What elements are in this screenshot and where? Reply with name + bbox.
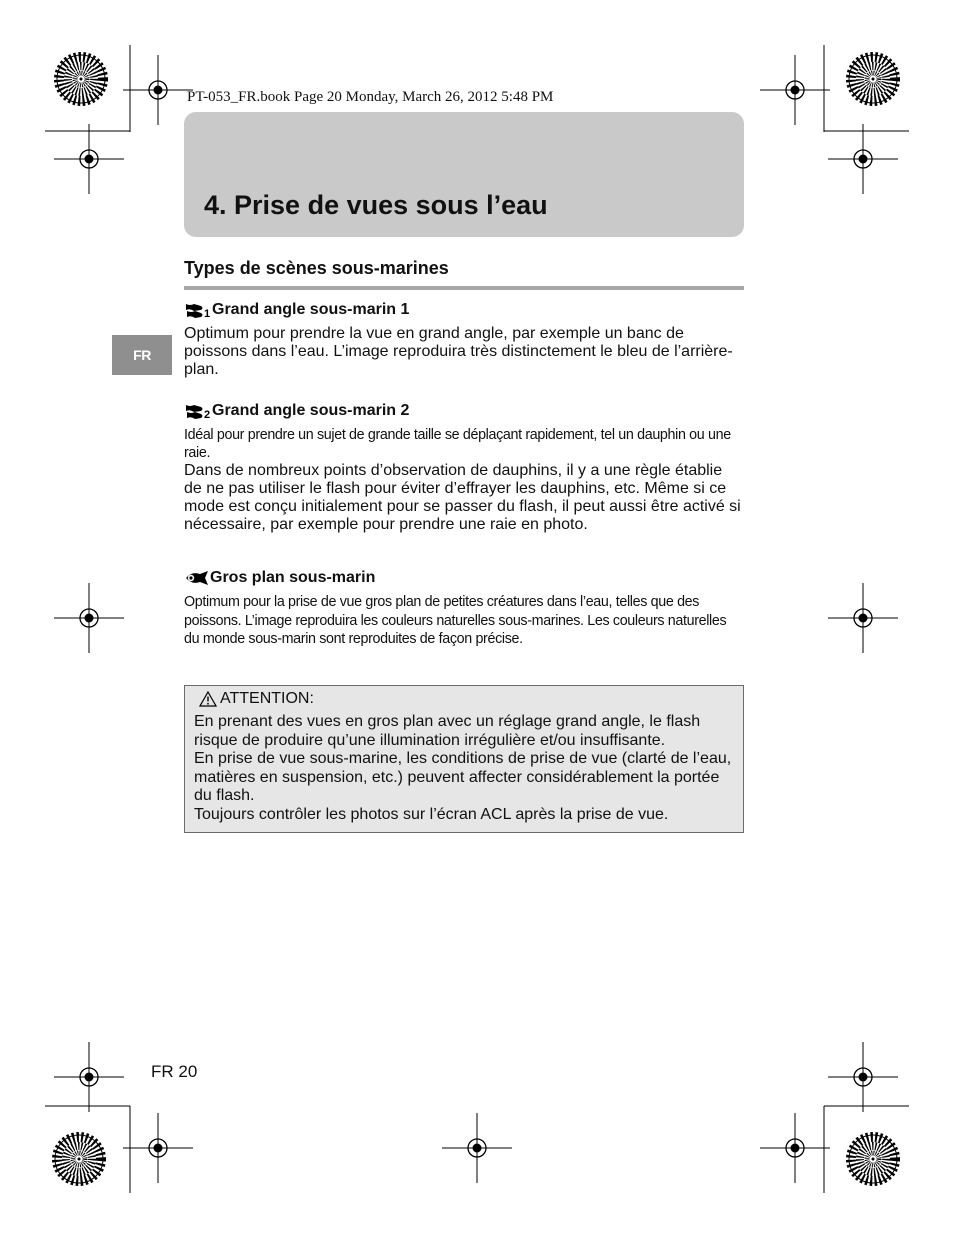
subsection-wide-angle-1 [184, 299, 744, 379]
subsection-paragraph: Optimum pour prendre la vue en grand angle, par exemple un banc de poissons dans l’eau. L’image reproduira très distinctement le bleu de l’arrière-plan. [184, 325, 733, 378]
attention-paragraph: En prenant des vues en gros plan avec un réglage grand angle, le flash risque de produire qu’une illumination irrégulière et/ou insuffisante. [194, 713, 701, 749]
subsection-heading [184, 567, 744, 589]
svg-text:1: 1 [204, 308, 211, 319]
attention-paragraph: Toujours contrôler les photos sur l’écran ACL après la prise de vue. [194, 805, 669, 823]
subsection-paragraph: Optimum pour la prise de vue gros plan de petites créatures dans l’eau, telles que des poissons. L’image reproduira les couleurs naturelles sous-marines. Les couleurs naturelles du monde sous-marin sont reproduites de façon précise. [184, 594, 727, 648]
subsection-macro [184, 567, 744, 649]
subsection-heading [184, 400, 744, 422]
attention-title-text: ATTENTION: [220, 690, 314, 707]
warning-triangle-icon [199, 691, 217, 707]
underwater-wide1-icon [184, 301, 212, 319]
subsection-wide-angle-2 [184, 400, 744, 534]
attention-paragraph: En prise de vue sous-marine, les conditions de prise de vue (clarté de l’eau, matières en suspension, etc.) peuvent affecter considérablement la portée du flash. [194, 750, 732, 804]
subsection-heading-text: Grand angle sous-marin 2 [212, 402, 410, 419]
page-number: FR 20 [151, 1062, 198, 1081]
attention-title [199, 690, 314, 708]
underwater-macro-icon [184, 569, 210, 587]
subsection-paragraph: Idéal pour prendre un sujet de grande taille se déplaçant rapidement, tel un dauphin ou une raie. [184, 427, 731, 461]
attention-box [184, 685, 744, 833]
underwater-wide2-icon [184, 402, 212, 420]
section-divider [184, 286, 744, 290]
chapter-title-banner [184, 112, 744, 237]
subsection-heading [184, 299, 744, 321]
chapter-title: 4. Prise de vues sous l’eau [204, 190, 548, 220]
subsection-heading-text: Grand angle sous-marin 1 [212, 301, 410, 318]
svg-text:2: 2 [204, 409, 211, 420]
book-file-header: PT-053_FR.book Page 20 Monday, March 26, 2012 5:48 PM [187, 89, 554, 105]
subsection-heading-text: Gros plan sous-marin [210, 569, 376, 586]
attention-body [194, 713, 739, 824]
subsection-paragraph: Dans de nombreux points d’observation de dauphins, il y a une règle établie de ne pas utiliser le flash pour éviter d’effrayer les dauphins, etc. Même si ce mode est conçu initialement pour se passer du flash, il peut aussi être activé si nécessaire, par exemple pour prendre une raie en photo. [184, 462, 741, 533]
language-tab: FR [112, 335, 172, 375]
section-title: Types de scènes sous-marines [184, 258, 449, 278]
